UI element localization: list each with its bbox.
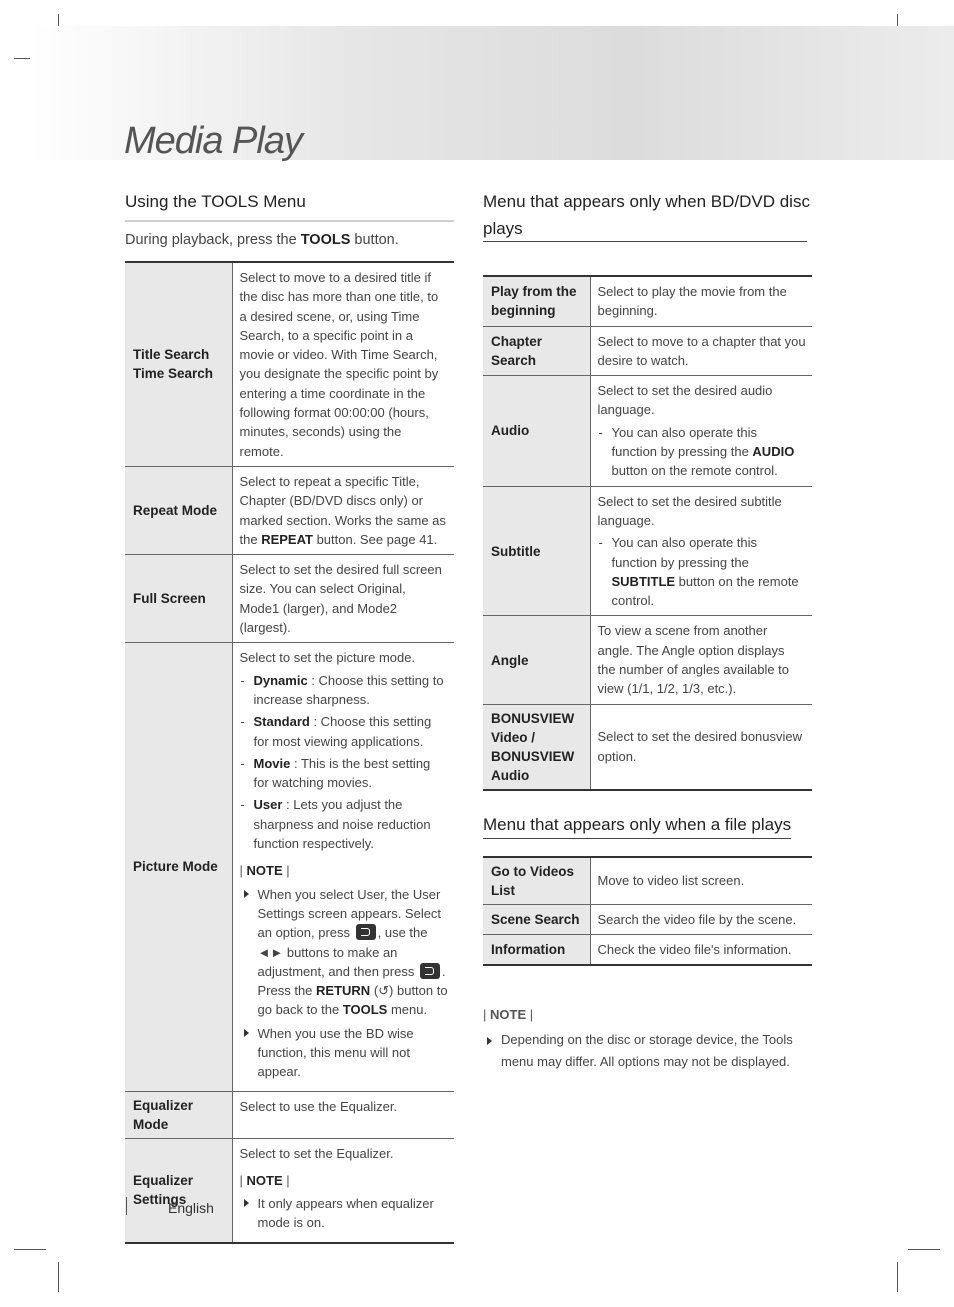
left-column	[125, 188, 454, 1244]
table-row	[483, 857, 812, 905]
crop-mark	[897, 1262, 898, 1292]
row-description: Select to move to a chapter that you desire to watch.	[597, 333, 806, 368]
note-heading: | NOTE |	[239, 1172, 290, 1188]
row-description: Select to move to a desired title if the disc has more than one title, to a desired scene, or, using Time Search, to a specific point in a movie or video. With Time Search, you designate the specific point by entering a time coordinate in the following format 00:00:00 (hours, minutes, seconds) using the remote.	[239, 270, 439, 459]
footer-language: English	[168, 1200, 214, 1216]
row-label: Play from the beginning	[483, 276, 590, 326]
list-item: - Movie : This is the best setting for watching movies.	[240, 754, 449, 793]
row-description: Select to play the movie from the beginning.	[597, 284, 787, 319]
note-item: When you select User, the User Settings screen appears. Select an option, press , use the ◄► buttons to make an adjustment, and then press . Press the RETURN (↺) button to go back to the TOOLS menu.	[240, 885, 449, 1020]
row-label: Title Search Time Search	[125, 262, 232, 466]
row-label: BONUSVIEW Video / BONUSVIEW Audio	[483, 704, 590, 790]
intro-text: During playback, press the TOOLS button.	[125, 232, 399, 248]
section-heading: Menu that appears only when BD/DVD disc plays	[483, 192, 810, 238]
list-item: - Dynamic : Choose this setting to increase sharpness.	[240, 671, 449, 710]
row-label: Equalizer Mode	[125, 1091, 232, 1138]
table-row	[125, 1091, 454, 1138]
row-label: Information	[483, 934, 590, 965]
row-description: Check the video file's information.	[597, 941, 792, 957]
row-description: To view a scene from another angle. The Angle option displays the number of angles available to view (1/1, 1/2, 1/3, etc.).	[597, 623, 790, 697]
tools-menu-table	[125, 261, 454, 1244]
table-row	[125, 466, 454, 554]
note-heading: | NOTE |	[239, 863, 290, 879]
row-description: Select to set the desired bonusview option.	[597, 729, 803, 764]
table-row	[483, 376, 812, 486]
table-row	[125, 262, 454, 466]
list-item: - User : Lets you adjust the sharpness and noise reduction function respectively.	[240, 795, 449, 853]
footer-divider	[126, 1197, 127, 1215]
enter-icon	[420, 963, 440, 979]
row-label: Subtitle	[483, 486, 590, 616]
note-block	[483, 1004, 812, 1073]
crop-mark	[908, 1249, 940, 1250]
enter-icon	[356, 924, 376, 940]
section-heading: Using the TOOLS Menu	[125, 188, 454, 222]
row-label: Chapter Search	[483, 326, 590, 376]
table-row	[483, 276, 812, 326]
row-label: Angle	[483, 616, 590, 704]
row-label: Repeat Mode	[125, 466, 232, 554]
table-row	[483, 934, 812, 965]
note-item: It only appears when equalizer mode is on.	[240, 1194, 449, 1233]
table-row	[483, 704, 812, 790]
table-row	[483, 904, 812, 934]
note-heading: | NOTE |	[483, 1007, 534, 1023]
bd-dvd-menu-table	[483, 275, 812, 791]
crop-mark	[14, 1249, 46, 1250]
list-item: - You can also operate this function by pressing the AUDIO button on the remote control.	[598, 423, 807, 481]
row-description: Move to video list screen.	[597, 872, 745, 888]
crop-mark	[58, 1262, 59, 1292]
note-item: When you use the BD wise function, this menu will not appear.	[240, 1024, 449, 1082]
table-row	[483, 616, 812, 704]
row-description: Select to set the desired subtitle language. - You can also operate this function by pressing the SUBTITLE button on the remote control.	[590, 486, 812, 616]
file-menu-table	[483, 856, 812, 967]
row-description: Select to repeat a specific Title, Chapter (BD/DVD discs only) or marked section. Works the same as the REPEAT button. See page 41.	[239, 473, 446, 547]
row-description: Select to use the Equalizer.	[239, 1098, 398, 1114]
row-description: Select to set the picture mode. - Dynamic : Choose this setting to increase sharpness. - Standard : Choose this setting for most viewing applications. - Movie : This is the best setting for watching movies. - User : Lets you adjust the sharpness and noise reduction function respectively. | NOTE | When you select User, the User Settings screen appears. Select an option, press , use the ◄► buttons to make an adjustment, and then press . Press the RETURN (↺) button to go back to the TOOLS menu. When you use the BD wise function, this menu will not appear.	[232, 643, 454, 1091]
row-label: Full Screen	[125, 555, 232, 643]
table-row	[483, 326, 812, 376]
note-item: Depending on the disc or storage device, the Tools menu may differ. All options may not be displayed.	[483, 1029, 812, 1073]
list-item: - You can also operate this function by pressing the SUBTITLE button on the remote control.	[598, 533, 807, 610]
table-row	[125, 643, 454, 1091]
page-title: Media Play	[124, 120, 302, 162]
row-label: Go to Videos List	[483, 857, 590, 905]
row-label: Equalizer Settings	[125, 1138, 232, 1243]
row-label: Scene Search	[483, 904, 590, 934]
list-item: - Standard : Choose this setting for most viewing applications.	[240, 712, 449, 751]
right-column	[483, 188, 812, 1077]
section-heading: Menu that appears only when a file plays	[483, 811, 791, 839]
row-description: Select to set the Equalizer. | NOTE | It only appears when equalizer mode is on.	[232, 1138, 454, 1243]
row-description: Select to set the desired audio language. - You can also operate this function by pressing the AUDIO button on the remote control.	[590, 376, 812, 486]
table-row	[125, 555, 454, 643]
row-label: Audio	[483, 376, 590, 486]
row-label: Picture Mode	[125, 643, 232, 1091]
table-row	[125, 1138, 454, 1243]
table-row	[483, 486, 812, 616]
row-description: Search the video file by the scene.	[597, 911, 797, 927]
row-description: Select to set the desired full screen size. You can select Original, Mode1 (larger), and Mode2 (largest).	[239, 562, 442, 636]
